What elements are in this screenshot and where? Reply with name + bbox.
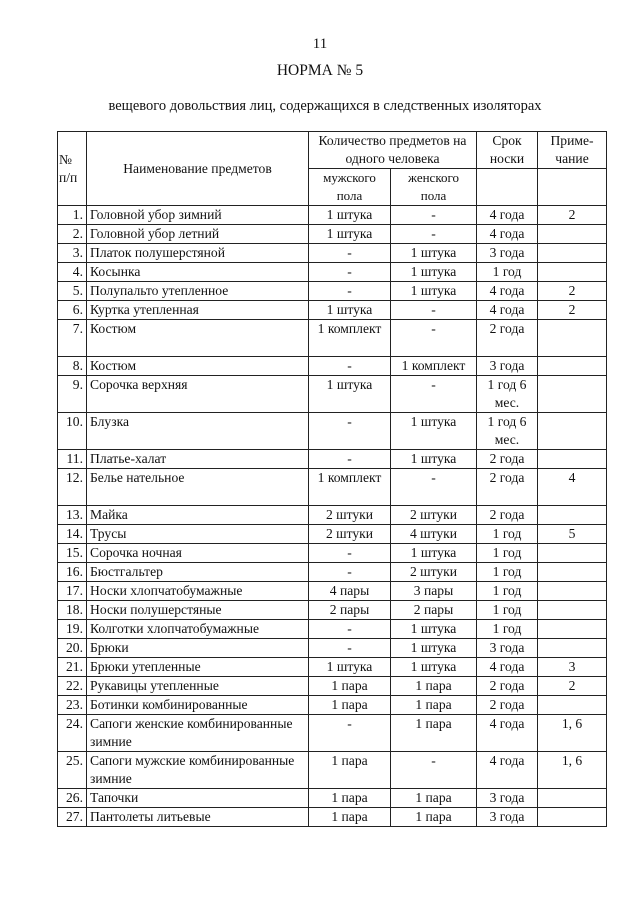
item-name: Колготки хлопчатобумажные [87, 620, 309, 639]
note [538, 263, 607, 282]
male-quantity: 1 штука [309, 376, 391, 413]
female-quantity: 1 штука [391, 450, 477, 469]
row-number: 2. [58, 225, 87, 244]
page-number: 11 [312, 36, 328, 52]
item-name: Сорочка верхняя [87, 376, 309, 413]
male-quantity: - [309, 263, 391, 282]
item-name: Блузка [87, 413, 309, 450]
wear-term: 1 год 6 мес. [477, 413, 538, 450]
note [538, 696, 607, 715]
wear-term: 4 года [477, 715, 538, 752]
item-name: Полупальто утепленное [87, 282, 309, 301]
wear-term: 1 год [477, 620, 538, 639]
header-female: женского пола [391, 169, 477, 206]
note [538, 789, 607, 808]
male-quantity: 2 штуки [309, 506, 391, 525]
header-quantity: Количество предметов на одного человека [309, 132, 477, 169]
table-row [58, 450, 607, 469]
header-note-empty [538, 169, 607, 206]
female-quantity: 1 пара [391, 677, 477, 696]
row-number: 25. [58, 752, 87, 789]
table-row [58, 696, 607, 715]
table-row [58, 244, 607, 263]
female-quantity: 2 штуки [391, 563, 477, 582]
wear-term: 1 год [477, 525, 538, 544]
female-quantity: - [391, 752, 477, 789]
table-row [58, 677, 607, 696]
male-quantity: - [309, 620, 391, 639]
wear-term: 2 года [477, 696, 538, 715]
note [538, 413, 607, 450]
note [538, 620, 607, 639]
item-name: Головной убор летний [87, 225, 309, 244]
table-row [58, 525, 607, 544]
male-quantity: 1 штука [309, 206, 391, 225]
female-quantity: 1 штука [391, 544, 477, 563]
table-row [58, 225, 607, 244]
table-row [58, 715, 607, 752]
table-row [58, 413, 607, 450]
row-number: 4. [58, 263, 87, 282]
note [538, 808, 607, 827]
table-row [58, 789, 607, 808]
table-row [58, 301, 607, 320]
row-number: 21. [58, 658, 87, 677]
note [538, 244, 607, 263]
male-quantity: - [309, 282, 391, 301]
wear-term: 3 года [477, 244, 538, 263]
item-name: Майка [87, 506, 309, 525]
table-row [58, 752, 607, 789]
header-note: Приме-чание [538, 132, 607, 169]
row-number: 10. [58, 413, 87, 450]
table-row [58, 544, 607, 563]
wear-term: 4 года [477, 658, 538, 677]
row-number: 27. [58, 808, 87, 827]
female-quantity: - [391, 469, 477, 506]
table-row [58, 601, 607, 620]
item-name: Рукавицы утепленные [87, 677, 309, 696]
male-quantity: - [309, 544, 391, 563]
female-quantity: 1 штука [391, 244, 477, 263]
table-row [58, 808, 607, 827]
male-quantity: 1 пара [309, 696, 391, 715]
female-quantity: 3 пары [391, 582, 477, 601]
male-quantity: - [309, 639, 391, 658]
female-quantity: 1 комплект [391, 357, 477, 376]
wear-term: 2 года [477, 450, 538, 469]
male-quantity: - [309, 357, 391, 376]
note [538, 544, 607, 563]
table-row [58, 563, 607, 582]
wear-term: 4 года [477, 752, 538, 789]
wear-term: 2 года [477, 469, 538, 506]
wear-term: 4 года [477, 301, 538, 320]
note [538, 357, 607, 376]
norm-table [57, 131, 607, 827]
item-name: Брюки [87, 639, 309, 658]
wear-term: 3 года [477, 357, 538, 376]
male-quantity: 1 пара [309, 752, 391, 789]
wear-term: 3 года [477, 639, 538, 658]
row-number: 18. [58, 601, 87, 620]
row-number: 22. [58, 677, 87, 696]
row-number: 20. [58, 639, 87, 658]
female-quantity: 2 штуки [391, 506, 477, 525]
item-name: Носки полушерстяные [87, 601, 309, 620]
note [538, 563, 607, 582]
female-quantity: - [391, 376, 477, 413]
row-number: 17. [58, 582, 87, 601]
note [538, 506, 607, 525]
item-name: Бюстгальтер [87, 563, 309, 582]
male-quantity: 1 комплект [309, 320, 391, 357]
note [538, 582, 607, 601]
row-number: 24. [58, 715, 87, 752]
row-number: 16. [58, 563, 87, 582]
item-name: Куртка утепленная [87, 301, 309, 320]
table-row [58, 376, 607, 413]
row-number: 6. [58, 301, 87, 320]
wear-term: 2 года [477, 320, 538, 357]
item-name: Сапоги мужские комбинированные зимние [87, 752, 309, 789]
wear-term: 4 года [477, 225, 538, 244]
item-name: Трусы [87, 525, 309, 544]
row-number: 9. [58, 376, 87, 413]
female-quantity: 1 штука [391, 639, 477, 658]
male-quantity: 4 пары [309, 582, 391, 601]
header-male: мужского пола [309, 169, 391, 206]
row-number: 15. [58, 544, 87, 563]
female-quantity: - [391, 225, 477, 244]
female-quantity: 1 пара [391, 715, 477, 752]
male-quantity: 2 штуки [309, 525, 391, 544]
item-name: Костюм [87, 320, 309, 357]
male-quantity: - [309, 413, 391, 450]
item-name: Костюм [87, 357, 309, 376]
female-quantity: 1 штука [391, 658, 477, 677]
item-name: Сапоги женские комбинированные зимние [87, 715, 309, 752]
table-row [58, 582, 607, 601]
document-title: НОРМА № 5 [276, 62, 364, 79]
table-row [58, 506, 607, 525]
wear-term: 1 год 6 мес. [477, 376, 538, 413]
note [538, 376, 607, 413]
female-quantity: 2 пары [391, 601, 477, 620]
female-quantity: 1 штука [391, 413, 477, 450]
note: 5 [538, 525, 607, 544]
female-quantity: 4 штуки [391, 525, 477, 544]
row-number: 7. [58, 320, 87, 357]
note [538, 320, 607, 357]
item-name: Ботинки комбинированные [87, 696, 309, 715]
note: 4 [538, 469, 607, 506]
male-quantity: - [309, 563, 391, 582]
item-name: Носки хлопчатобумажные [87, 582, 309, 601]
row-number: 14. [58, 525, 87, 544]
note: 1, 6 [538, 715, 607, 752]
wear-term: 4 года [477, 282, 538, 301]
wear-term: 2 года [477, 506, 538, 525]
note: 3 [538, 658, 607, 677]
item-name: Белье нательное [87, 469, 309, 506]
table-row [58, 263, 607, 282]
table-row [58, 620, 607, 639]
wear-term: 1 год [477, 582, 538, 601]
item-name: Косынка [87, 263, 309, 282]
note [538, 639, 607, 658]
wear-term: 2 года [477, 677, 538, 696]
male-quantity: 1 штука [309, 225, 391, 244]
item-name: Сорочка ночная [87, 544, 309, 563]
female-quantity: 1 штука [391, 263, 477, 282]
wear-term: 3 года [477, 808, 538, 827]
female-quantity: - [391, 206, 477, 225]
female-quantity: 1 пара [391, 808, 477, 827]
male-quantity: 2 пары [309, 601, 391, 620]
item-name: Тапочки [87, 789, 309, 808]
female-quantity: 1 пара [391, 696, 477, 715]
male-quantity: 1 пара [309, 677, 391, 696]
row-number: 13. [58, 506, 87, 525]
row-number: 5. [58, 282, 87, 301]
female-quantity: 1 пара [391, 789, 477, 808]
item-name: Брюки утепленные [87, 658, 309, 677]
row-number: 3. [58, 244, 87, 263]
table-row [58, 658, 607, 677]
row-number: 1. [58, 206, 87, 225]
note: 2 [538, 301, 607, 320]
header-num: № п/п [58, 132, 87, 206]
wear-term: 3 года [477, 789, 538, 808]
wear-term: 1 год [477, 544, 538, 563]
wear-term: 1 год [477, 601, 538, 620]
table-row [58, 357, 607, 376]
female-quantity: 1 штука [391, 282, 477, 301]
wear-term: 1 год [477, 263, 538, 282]
header-term-empty [477, 169, 538, 206]
note: 1, 6 [538, 752, 607, 789]
note: 2 [538, 282, 607, 301]
male-quantity: - [309, 244, 391, 263]
male-quantity: 1 пара [309, 789, 391, 808]
item-name: Платье-халат [87, 450, 309, 469]
male-quantity: 1 комплект [309, 469, 391, 506]
item-name: Пантолеты литьевые [87, 808, 309, 827]
header-term: Срок носки [477, 132, 538, 169]
header-name: Наименование предметов [87, 132, 309, 206]
female-quantity: - [391, 320, 477, 357]
female-quantity: 1 штука [391, 620, 477, 639]
item-name: Платок полушерстяной [87, 244, 309, 263]
male-quantity: 1 штука [309, 301, 391, 320]
note [538, 450, 607, 469]
female-quantity: - [391, 301, 477, 320]
table-row [58, 639, 607, 658]
note [538, 601, 607, 620]
table-row [58, 320, 607, 357]
table-body [58, 206, 607, 827]
male-quantity: 1 штука [309, 658, 391, 677]
row-number: 23. [58, 696, 87, 715]
wear-term: 4 года [477, 206, 538, 225]
note [538, 225, 607, 244]
note: 2 [538, 677, 607, 696]
row-number: 11. [58, 450, 87, 469]
note: 2 [538, 206, 607, 225]
table-row [58, 282, 607, 301]
row-number: 12. [58, 469, 87, 506]
male-quantity: - [309, 715, 391, 752]
row-number: 8. [58, 357, 87, 376]
male-quantity: 1 пара [309, 808, 391, 827]
wear-term: 1 год [477, 563, 538, 582]
item-name: Головной убор зимний [87, 206, 309, 225]
male-quantity: - [309, 450, 391, 469]
table-row [58, 206, 607, 225]
document-subtitle: вещевого довольствия лиц, содержащихся в следственных изоляторах [108, 98, 542, 114]
table-row [58, 469, 607, 506]
row-number: 26. [58, 789, 87, 808]
row-number: 19. [58, 620, 87, 639]
